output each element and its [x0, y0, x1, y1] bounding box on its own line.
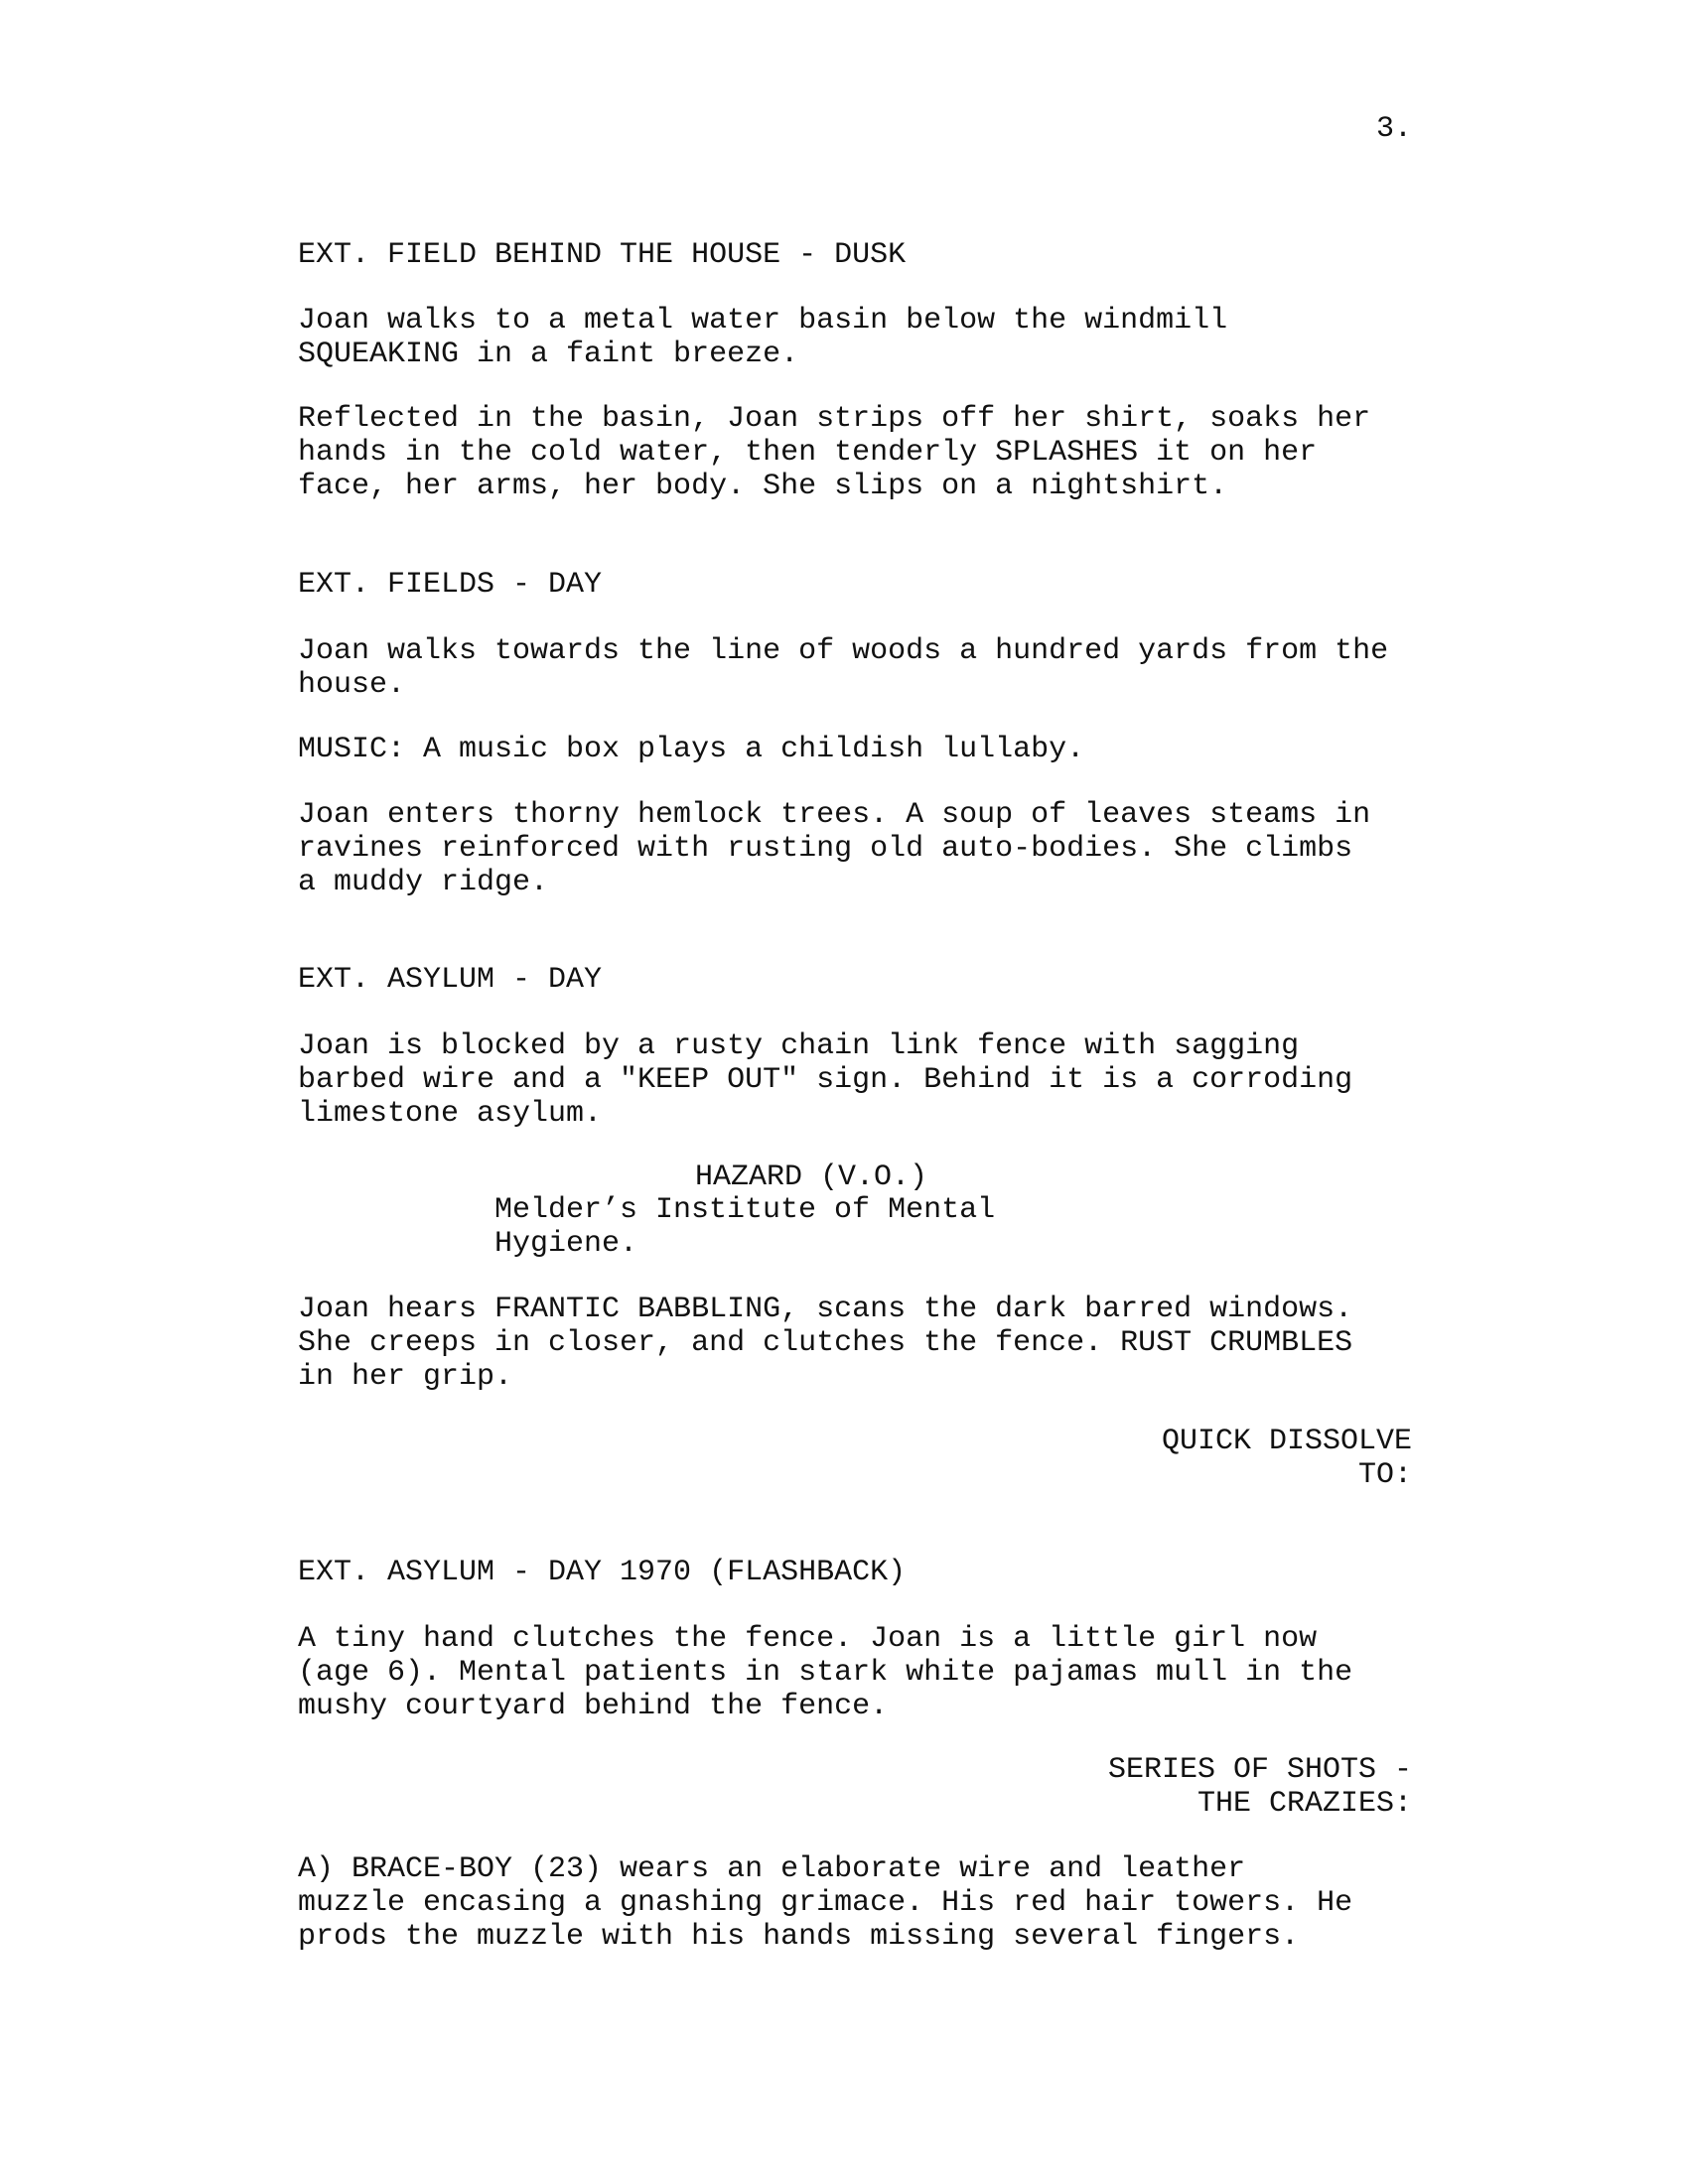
action-paragraph: Joan is blocked by a rusty chain link fence with sagging barbed wire and a "KEEP OUT" sign. Behind it is a corroding limestone asylum. — [298, 1029, 1353, 1131]
transition: QUICK DISSOLVE TO: — [1161, 1425, 1412, 1492]
page-number: 3. — [1375, 112, 1412, 146]
action-paragraph: Reflected in the basin, Joan strips off her shirt, soaks her hands in the cold water, then tenderly SPLASHES it on her face, her arms, her body. She slips on a nightshirt. — [298, 402, 1371, 503]
action-paragraph: A tiny hand clutches the fence. Joan is a little girl now (age 6). Mental patients in stark white pajamas mull in the mushy courtyard behind the fence. — [298, 1622, 1353, 1723]
character-name: HAZARD (V.O.) — [695, 1160, 928, 1194]
action-paragraph: Joan hears FRANTIC BABBLING, scans the dark barred windows. She creeps in closer, and clutches the fence. RUST CRUMBLES in her grip. — [298, 1293, 1353, 1394]
action-paragraph: Joan enters thorny hemlock trees. A soup of leaves steams in ravines reinforced with rusting old auto-bodies. She climbs a muddy ridge. — [298, 798, 1371, 899]
scene-heading: EXT. FIELDS - DAY — [298, 568, 603, 602]
action-paragraph: MUSIC: A music box plays a childish lullaby. — [298, 733, 1085, 766]
scene-heading: EXT. FIELD BEHIND THE HOUSE - DUSK — [298, 238, 907, 272]
series-of-shots-header: SERIES OF SHOTS - THE CRAZIES: — [1107, 1753, 1412, 1821]
action-paragraph: Joan walks to a metal water basin below the windmill SQUEAKING in a faint breeze. — [298, 304, 1228, 371]
shot-description: A) BRACE-BOY (23) wears an elaborate wire and leather muzzle encasing a gnashing grimace. His red hair towers. He prods the muzzle with his hands missing several fingers. — [298, 1852, 1353, 1954]
action-paragraph: Joan walks towards the line of woods a hundred yards from the house. — [298, 634, 1389, 702]
scene-heading: EXT. ASYLUM - DAY 1970 (FLASHBACK) — [298, 1556, 907, 1589]
scene-heading: EXT. ASYLUM - DAY — [298, 963, 603, 997]
dialogue-text: Melder’s Institute of Mental Hygiene. — [494, 1193, 996, 1261]
